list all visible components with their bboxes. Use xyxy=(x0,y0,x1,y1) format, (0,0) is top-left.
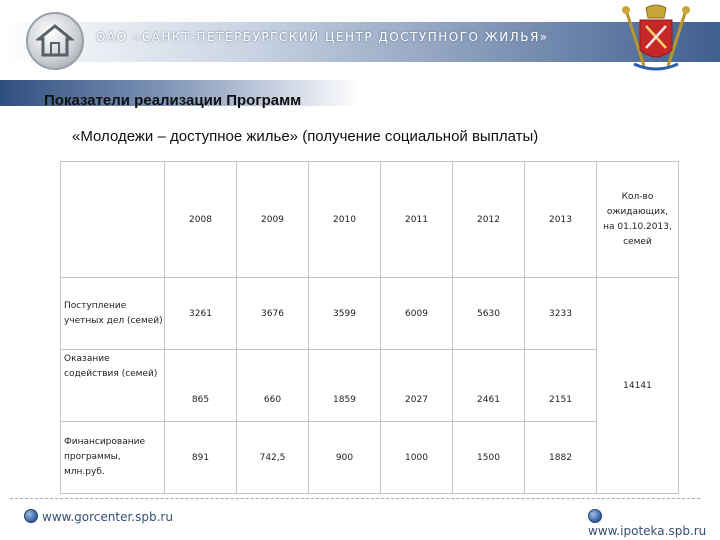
table-cell: 3261 xyxy=(165,278,237,350)
year-header: 2008 xyxy=(165,162,237,278)
footer-link-text: www.gorcenter.spb.ru xyxy=(42,510,173,524)
year-header: 2011 xyxy=(381,162,453,278)
waiting-header: Кол-во ожидающих, на 01.10.2013, семей xyxy=(597,162,679,278)
table-cell: 2027 xyxy=(381,350,453,422)
table-cell: 900 xyxy=(309,422,381,494)
table-cell: 3676 xyxy=(237,278,309,350)
table-cell: 5630 xyxy=(453,278,525,350)
table-cell: 891 xyxy=(165,422,237,494)
row-label: Финансирование программы, млн.руб. xyxy=(61,422,165,494)
footer-link-gorcenter[interactable] xyxy=(24,509,173,524)
globe-icon xyxy=(588,509,602,523)
table-cell: 1859 xyxy=(309,350,381,422)
table-cell: 3599 xyxy=(309,278,381,350)
table-header-row xyxy=(61,162,679,278)
table-cell: 742,5 xyxy=(237,422,309,494)
globe-icon xyxy=(24,509,38,523)
program-indicators-table xyxy=(60,161,679,494)
table-row xyxy=(61,422,679,494)
table-cell: 2151 xyxy=(525,350,597,422)
table-cell: 1882 xyxy=(525,422,597,494)
year-header: 2013 xyxy=(525,162,597,278)
year-header: 2010 xyxy=(309,162,381,278)
header xyxy=(0,0,720,80)
row-label: Поступление учетных дел (семей) xyxy=(61,278,165,350)
org-title: ОАО «САНКТ-ПЕТЕРБУРГСКИЙ ЦЕНТР ДОСТУПНОГО ЖИЛЬЯ» xyxy=(96,30,549,44)
table-corner-cell xyxy=(61,162,165,278)
table-cell: 6009 xyxy=(381,278,453,350)
page-subtitle: «Молодежи – доступное жилье» (получение социальной выплаты) xyxy=(72,128,539,145)
table-row xyxy=(61,350,679,422)
table-cell: 1000 xyxy=(381,422,453,494)
st-petersburg-coat-of-arms-icon xyxy=(618,4,694,76)
footer-link-ipoteka[interactable] xyxy=(588,509,720,538)
table-cell: 3233 xyxy=(525,278,597,350)
house-in-circle-icon xyxy=(26,12,84,70)
table-cell: 1500 xyxy=(453,422,525,494)
waiting-value-cell: 14141 xyxy=(597,278,679,494)
row-label: Оказание содействия (семей) xyxy=(61,350,165,422)
table-row xyxy=(61,278,679,350)
footer-link-text: www.ipoteka.spb.ru xyxy=(588,524,707,538)
year-header: 2012 xyxy=(453,162,525,278)
page-title: Показатели реализации Программ xyxy=(44,92,302,109)
table-cell: 660 xyxy=(237,350,309,422)
table-cell: 2461 xyxy=(453,350,525,422)
year-header: 2009 xyxy=(237,162,309,278)
footer-divider xyxy=(10,498,700,499)
table-cell: 865 xyxy=(165,350,237,422)
